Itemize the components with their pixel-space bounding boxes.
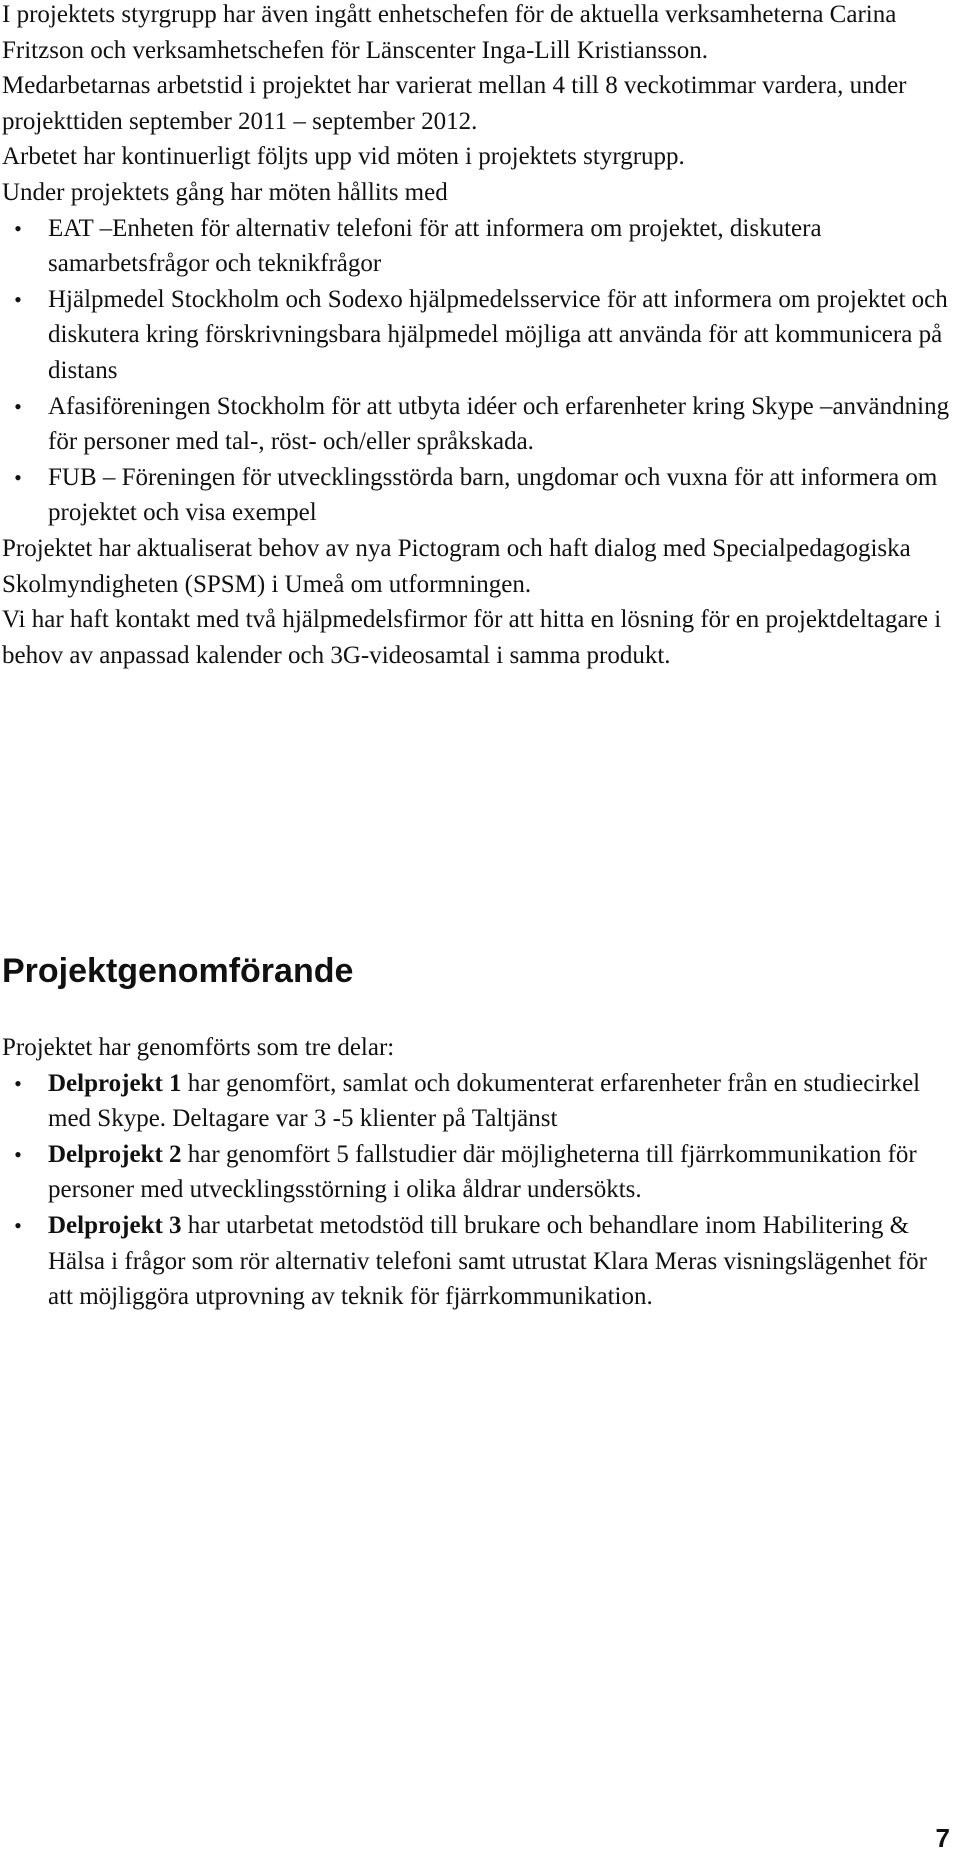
list-item — [2, 1066, 954, 1137]
subproject-text: har genomfört, samlat och dokumenterat erfarenheter från en studiecirkel med Skype. Deltagare var 3 -5 klienter på Taltjänst — [48, 1069, 921, 1133]
section-body — [2, 1030, 954, 1315]
bullet-icon: • — [14, 1070, 22, 1096]
paragraph-pictogram: Projektet har aktualiserat behov av nya Pictogram och haft dialog med Specialpedagogiska Skolmyndigheten (SPSM) i Umeå om utformningen. — [2, 534, 911, 598]
bullet-icon: • — [14, 464, 22, 490]
bullet-icon: • — [14, 1212, 22, 1238]
list-item-text: Hjälpmedel Stockholm och Sodexo hjälpmedelsservice för att informera om projektet och diskutera kring förskrivningsbara hjälpmedel möjliga att använda för att kommunicera på distans — [48, 285, 948, 384]
list-item-text: EAT –Enheten för alternativ telefoni för att informera om projektet, diskutera samarbetsfrågor och teknikfrågor — [48, 214, 822, 278]
list-item-text: Afasiföreningen Stockholm för att utbyta idéer och erfarenheter kring Skype –användning för personer med tal-, röst- och/eller språkskada. — [48, 392, 950, 456]
meetings-bullet-list — [2, 211, 954, 531]
paragraph-meetings-intro: Under projektets gång har möten hållits med — [2, 178, 448, 206]
list-item-text: FUB – Föreningen för utvecklingsstörda barn, ungdomar och vuxna för att informera om projektet och visa exempel — [48, 463, 938, 527]
paragraph-aid-companies: Vi har haft kontakt med två hjälpmedelsfirmor för att hitta en lösning för en projektdeltagare i behov av anpassad kalender och 3G-videosamtal i samma produkt. — [2, 606, 942, 669]
list-item — [2, 1137, 954, 1208]
list-item — [2, 389, 954, 460]
subproject-text: har genomfört 5 fallstudier där möjligheterna till fjärrkommunikation för personer med utvecklingsstörning i olika åldrar undersökts. — [48, 1140, 917, 1204]
subproject-bullet-list — [2, 1066, 954, 1315]
list-item — [2, 460, 954, 531]
bullet-icon: • — [14, 1141, 22, 1167]
intro-text-block — [2, 0, 954, 673]
section-intro: Projektet har genomförts som tre delar: — [2, 1034, 395, 1061]
bullet-icon: • — [14, 286, 22, 312]
subproject-text: har utarbetat metodstöd till brukare och behandlare inom Habilitering & Hälsa i frågor som rör alternativ telefoni samt utrustat Klara Meras visningslägenhet för att möjliggöra utprovning av teknik för fjärrkommunikation. — [48, 1211, 927, 1311]
subproject-label: Delprojekt 1 — [48, 1069, 182, 1097]
paragraph-working-time: Medarbetarnas arbetstid i projektet har varierat mellan 4 till 8 veckotimmar vardera, under projekttiden september 2011 – september 2012. — [2, 72, 907, 135]
subproject-label: Delprojekt 2 — [48, 1140, 182, 1168]
paragraph-follow-up: Arbetet har kontinuerligt följts upp vid möten i projektets styrgrupp. — [2, 143, 685, 171]
paragraph-steering-group: I projektets styrgrupp har även ingått enhetschefen för de aktuella verksamheterna Carina Fritzson och verksamhetschefen för Länscenter Inga-Lill Kristiansson. — [2, 1, 897, 64]
subproject-label: Delprojekt 3 — [48, 1211, 182, 1239]
list-item — [2, 211, 954, 282]
list-item — [2, 282, 954, 389]
bullet-icon: • — [14, 215, 22, 241]
page-number: 7 — [935, 1823, 950, 1853]
list-item — [2, 1208, 954, 1315]
bullet-icon: • — [14, 393, 22, 419]
section-heading: Projektgenomförande — [2, 952, 354, 990]
